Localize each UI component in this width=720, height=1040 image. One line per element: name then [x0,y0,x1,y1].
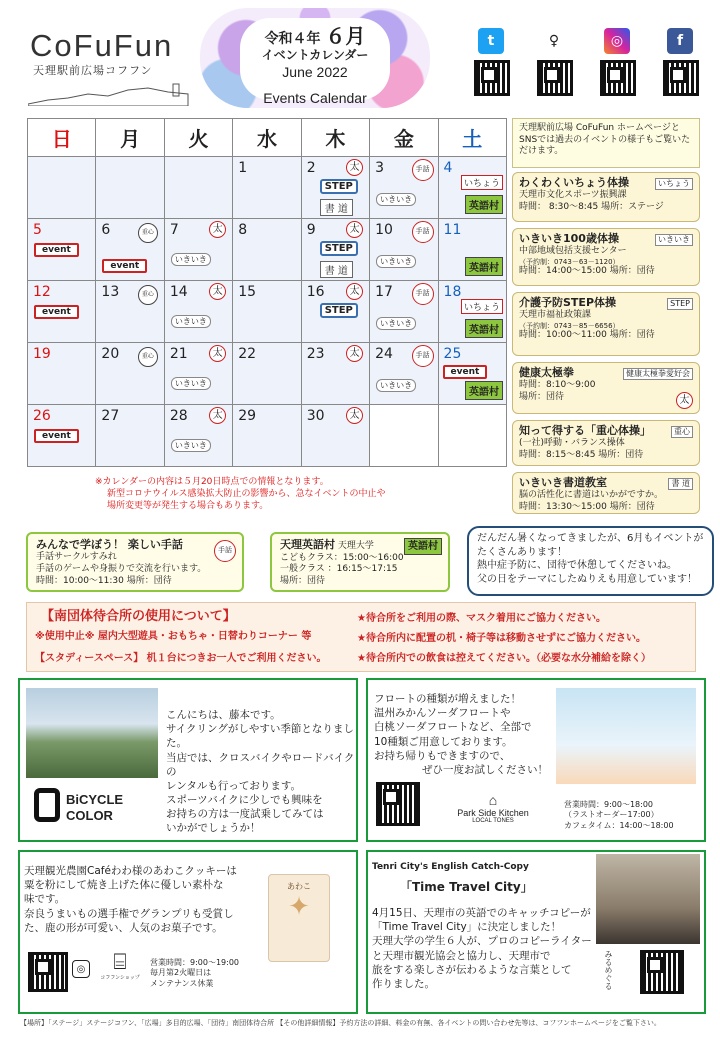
side-event-title: いきいき100歳体操 [519,232,619,245]
bicycle-logo: BiCYCLE [66,792,124,807]
calendar-day [370,157,438,219]
side-event-card: いきいき書道教室 書 道 脳の活性化に書道はいかがですか。 時間：13:30〜15:00 場所：団待 [512,472,700,514]
side-event-card: いきいき100歳体操 いきいき 中部地域包括支援センター （予約制：0743－63－1120） 時間：14:00〜15:00 場所：団待 [512,228,700,286]
qr-code-web[interactable] [537,60,573,96]
calendar-day [164,405,232,467]
day-number: 25 [443,346,462,362]
calendar-day [164,157,232,219]
calendar-day [96,219,164,281]
icho-badge: いちょう [461,299,503,314]
bicycle-logo-mark [34,788,60,822]
eigo-box: 天理英語村 天理大学 英語村 こどもクラス：15:00〜16:00 一般クラス ：16:15〜17:15 場所：団待 [270,532,450,592]
qr-code-cafe[interactable] [28,952,68,992]
calendar-day [233,343,301,405]
day-number: 30 [306,408,325,424]
event-badge: event [102,259,147,273]
day-number: 13 [101,284,120,300]
taikyokuken-icon: 太 [346,407,363,424]
day-number: 4 [443,160,453,176]
panel-bicycle: BiCYCLE COLOR こんにちは、藤本です。 サイクリングがしやすい季節となりました。 当店では、クロスバイクやロードバイクの レンタルも行っております。 スポーツバイクに少しでも興味を お持ちの方は一度試乗してみては いかがでしょうか！ [18,678,358,842]
calendar-week [28,219,507,281]
catchcopy-title: 「Time Travel City」 [400,880,533,894]
qr-code-catchcopy[interactable] [640,950,684,994]
shodo-badge: 書 道 [320,199,353,216]
calendar-day [438,219,506,281]
calendar-day [438,281,506,343]
step-badge: STEP [320,179,358,194]
calendar-day [164,219,232,281]
calendar [27,118,507,467]
title-en: Events Calendar [263,90,367,106]
shuwa-icon: 手話 [412,283,434,305]
calendar-day [233,405,301,467]
day-number: 20 [101,346,120,362]
calendar-day [370,343,438,405]
eigo-badge: 英語村 [465,257,503,276]
side-event-title: 知って得する「重心体操」 [519,424,651,437]
day-number: 28 [169,408,188,424]
calendar-week [28,157,507,219]
side-event-badge: 重心 [671,426,693,438]
taikyokuken-icon: 太 [346,345,363,362]
calendar-day [96,157,164,219]
day-number: 6 [101,222,111,238]
calendar-day [438,405,506,467]
day-number: 22 [238,346,257,362]
day-number: 15 [238,284,257,300]
weekday-sun: 日 [28,119,96,157]
weekday-header [28,119,507,157]
catchcopy-text: 4月15日、天理市の英語でのキャッチコピーが 「Time Travel City」に決定しました！ 天理大学の学生６人が、プロのコピーライター と天理市観光協会と協力し、天理市で 旅をする楽しさが伝わるような言葉として 作りました。 [372,907,592,990]
calendar-day [370,405,438,467]
shuwa-icon: 手話 [214,540,236,562]
side-event-card: わくわくいちょう体操 いちょう 天理市文化スポーツ振興課 時間： 8:30〜8:45 場所：ステージ [512,172,700,222]
calendar-week [28,281,507,343]
title-month: ６月 [325,24,366,48]
title-era: 令和４年 [264,31,321,47]
side-event-title: 介護予防STEP体操 [519,296,617,309]
side-event-badge: いちょう [655,178,693,190]
weekday-mon: 月 [96,119,164,157]
instagram-icon[interactable]: ◎ [72,960,90,978]
qr-code-parkside[interactable] [376,782,420,826]
day-number: 2 [306,160,316,176]
taikyokuken-icon: 太 [346,221,363,238]
calendar-day [233,219,301,281]
day-number: 21 [169,346,188,362]
facebook-icon[interactable]: f [667,28,693,54]
event-badge: event [443,365,488,379]
step-badge: STEP [320,241,358,256]
taikyokuken-icon: 太 [346,159,363,176]
ikiiki-badge: いきいき [376,255,416,268]
side-event-title: 健康太極拳 [519,366,574,379]
taikyokuken-icon: 太 [209,407,226,424]
title-en-month: June 2022 [282,64,348,80]
message-bubble: だんだん暑くなってきましたが、6月もイベントがたくさんあります！ 熱中症予防に、団待で休憩してくださいね。 父の日をテーマにしたぬりえも用意しています！ [467,526,714,596]
event-badge: event [34,429,79,443]
calendar-day [28,219,96,281]
shuwa-icon: 手話 [412,159,434,181]
shuwa-box: みんなで学ぼう！ 楽しい手話 手話 手話サークルすみれ 手話のゲームや身振りで交流を行います。 時間：10:00〜11:30 場所：団待 [26,532,244,592]
calendar-day [301,405,369,467]
icho-badge: いちょう [461,175,503,190]
calendar-day [28,281,96,343]
bicycle-photo [26,688,158,778]
day-number: 16 [306,284,325,300]
day-number: 5 [33,222,42,238]
eigo-badge: 英語村 [465,195,503,214]
side-event-title: いきいき書道教室 [519,476,607,489]
mirumeguru-logo: みるめぐる [604,950,613,990]
taikyokuken-icon: 太 [209,221,226,238]
taikyokuken-icon: 太 [346,283,363,300]
taikyokuken-icon: 太 [209,345,226,362]
jushin-icon: 重心 [138,223,158,243]
bicycle-text: こんにちは、藤本です。 サイクリングがしやすい季節となりました。 当店では、クロスバイクやロードバイクの レンタルも行っております。 スポーツバイクに少しでも興味を お持ちの方は一度試乗してみては いかがでしょうか！ [166,709,355,835]
jushin-icon: 重心 [138,285,158,305]
calendar-day [164,343,232,405]
calendar-day [370,281,438,343]
title-event: イベントカレンダー [261,48,369,62]
ikiiki-badge: いきいき [171,253,211,266]
day-number: 27 [101,408,120,424]
panel-cafe [18,850,358,1014]
side-event-badge: 書 道 [668,478,693,490]
calendar-day [28,343,96,405]
sns-note: 天理駅前広場 CoFuFun ホームページとSNSでは過去のイベントの様子もご覧いただけます。 [512,118,700,168]
day-number: 19 [33,346,51,362]
panel-catchcopy: Tenri City's English Catch-Copy 「Time Travel City」 4月15日、天理市の英語でのキャッチコピーが 「Time Travel City」に決定しました！ 天理大学の学生６人が、プロのコピーライター と天理市観光協会と協力し、天理市で 旅をする楽しさが伝わるような言葉として 作りました。 みるめぐる [366,850,706,1014]
cafe-text: 天理観光農園Caféわわ様のあわこクッキーは 粟を粉にして焼き上げた体に優しい素朴な 味です。 奈良うまいもの選手権でグランプリも受賞し た、鹿の形が可愛い、人気のお菓子です。 [24,865,237,934]
calendar-day [233,157,301,219]
calendar-day [233,281,301,343]
calendar-week [28,405,507,467]
ikiiki-badge: いきいき [376,193,416,206]
eigo-badge: 英語村 [465,381,503,400]
logo[interactable]: CoFuFun [30,28,174,63]
day-number: 3 [375,160,385,176]
ikiiki-badge: いきいき [171,377,211,390]
calendar-day [28,157,96,219]
side-event-badge: いきいき [655,234,693,246]
cafe-hours: 営業時間：9:00〜19:00 毎月第2火曜日は メンテナンス休業 [150,958,240,988]
day-number: 10 [375,222,393,238]
ikiiki-badge: いきいき [171,315,211,328]
day-number: 29 [238,408,257,424]
cookie-photo: あわこ ✦ [268,874,330,962]
day-number: 11 [443,222,462,238]
side-event-badge: STEP [667,298,693,310]
weekday-tue: 火 [164,119,232,157]
day-number: 8 [238,222,248,238]
cofufun-icon[interactable]: ♀ [548,33,560,49]
weekday-fri: 金 [370,119,438,157]
skyline-illustration [28,80,193,106]
day-number: 12 [33,284,51,300]
day-number: 17 [375,284,393,300]
ikiiki-badge: いきいき [376,317,416,330]
qr-code-twitter[interactable] [474,60,510,96]
calendar-day [370,219,438,281]
coffun-shop-logo: ⌸ コフフンショップ [100,950,140,981]
calendar-day [438,157,506,219]
waiting-room-rules: 【南団体待合所の使用について】 ※使用中止※ 屋内大型遊具・おもちゃ・日替わりコーナー 等 【スタディースペース】 机１台につきお一人でご利用ください。 ★待合所をご利用の際、マスク着用にご協力ください。 ★待合所内に配置の机・椅子等は移動させずにご協力ください。 ★待合所内での飲食は控えてください。（必要な水分補給を除く） [26,602,696,672]
calendar-day [301,157,369,219]
side-event-badge: 健康太極拳愛好会 [623,368,693,380]
panel-parkside [366,678,706,842]
weekday-wed: 水 [233,119,301,157]
shodo-badge: 書 道 [320,261,353,278]
side-event-card: 健康太極拳 健康太極拳愛好会 時間：8:10〜9:00 場所：団待 太 [512,362,700,414]
shuwa-icon: 手話 [412,345,434,367]
calendar-day [301,343,369,405]
day-number: 18 [443,284,462,300]
ikiiki-badge: いきいき [171,439,211,452]
weekday-sat: 土 [438,119,506,157]
calendar-day [438,343,506,405]
jushin-icon: 重心 [138,347,158,367]
calendar-day [96,281,164,343]
parkside-logo: ⌂ Park Side Kitchen LOCAL TONES [457,792,529,824]
shuwa-icon: 手話 [412,221,434,243]
qr-code-instagram[interactable] [600,60,636,96]
students-photo [596,854,700,944]
day-number: 7 [169,222,179,238]
calendar-day [28,405,96,467]
float-photo [556,688,696,784]
day-number: 14 [169,284,188,300]
day-number: 23 [306,346,325,362]
calendar-week [28,343,507,405]
taikyokuken-icon: 太 [676,392,693,409]
step-badge: STEP [320,303,358,318]
side-event-card: 介護予防STEP体操 STEP 天理市福祉政策課 （予約制：0743－85－6656） 時間：10:00〜11:00 場所：団待 [512,292,700,356]
qr-code-facebook[interactable] [663,60,699,96]
covid-notice: ※カレンダーの内容は５月20日時点での情報となります。 新型コロナウイルス感染拡大防止の影響から、急なイベントの中止や 場所変更等が発生する場合もあります。 [95,477,386,512]
day-number: 24 [375,346,393,362]
day-number: 26 [33,408,51,424]
calendar-day [301,219,369,281]
calendar-day [96,405,164,467]
event-badge: event [34,305,79,319]
instagram-icon[interactable]: ◎ [604,28,630,54]
day-number: 1 [238,160,248,176]
calendar-day [164,281,232,343]
calendar-day [96,343,164,405]
eigo-badge: 英語村 [465,319,503,338]
eigo-badge: 英語村 [404,538,442,555]
weekday-thu: 木 [301,119,369,157]
side-event-title: わくわくいちょう体操 [519,176,629,189]
logo-subtitle: 天理駅前広場コフフン [33,64,153,77]
footer: 【場所】「ステージ」ステージコフン、「広場」多目的広場、「団待」南団体待合所 【その他詳細情報】予約方法の詳細、料金の有無、各イベントの問い合わせ先等は、コフフンホームページをご覧下さい。 [20,1019,661,1027]
taikyokuken-icon: 太 [209,283,226,300]
parkside-text: フロートの種類が増えました！ 温州みかんソーダフロートや 白桃ソーダフロートなど、全部で 10種類ご用意しております。 お持ち帰りもできますので、 ぜひ一度お試しください！ [374,693,548,776]
twitter-icon[interactable]: t [478,28,504,54]
ikiiki-badge: いきいき [376,379,416,392]
event-badge: event [34,243,79,257]
day-number: 9 [306,222,316,238]
calendar-day [301,281,369,343]
side-event-card: 知って得する「重心体操」 重心 (一社)呼動・バランス操体 時間：8:15〜8:45 場所：団待 [512,420,700,466]
parkside-hours: 営業時間：9:00〜18:00 （ラストオーダー17:00） カフェタイム：14:00〜18:00 [564,800,674,830]
